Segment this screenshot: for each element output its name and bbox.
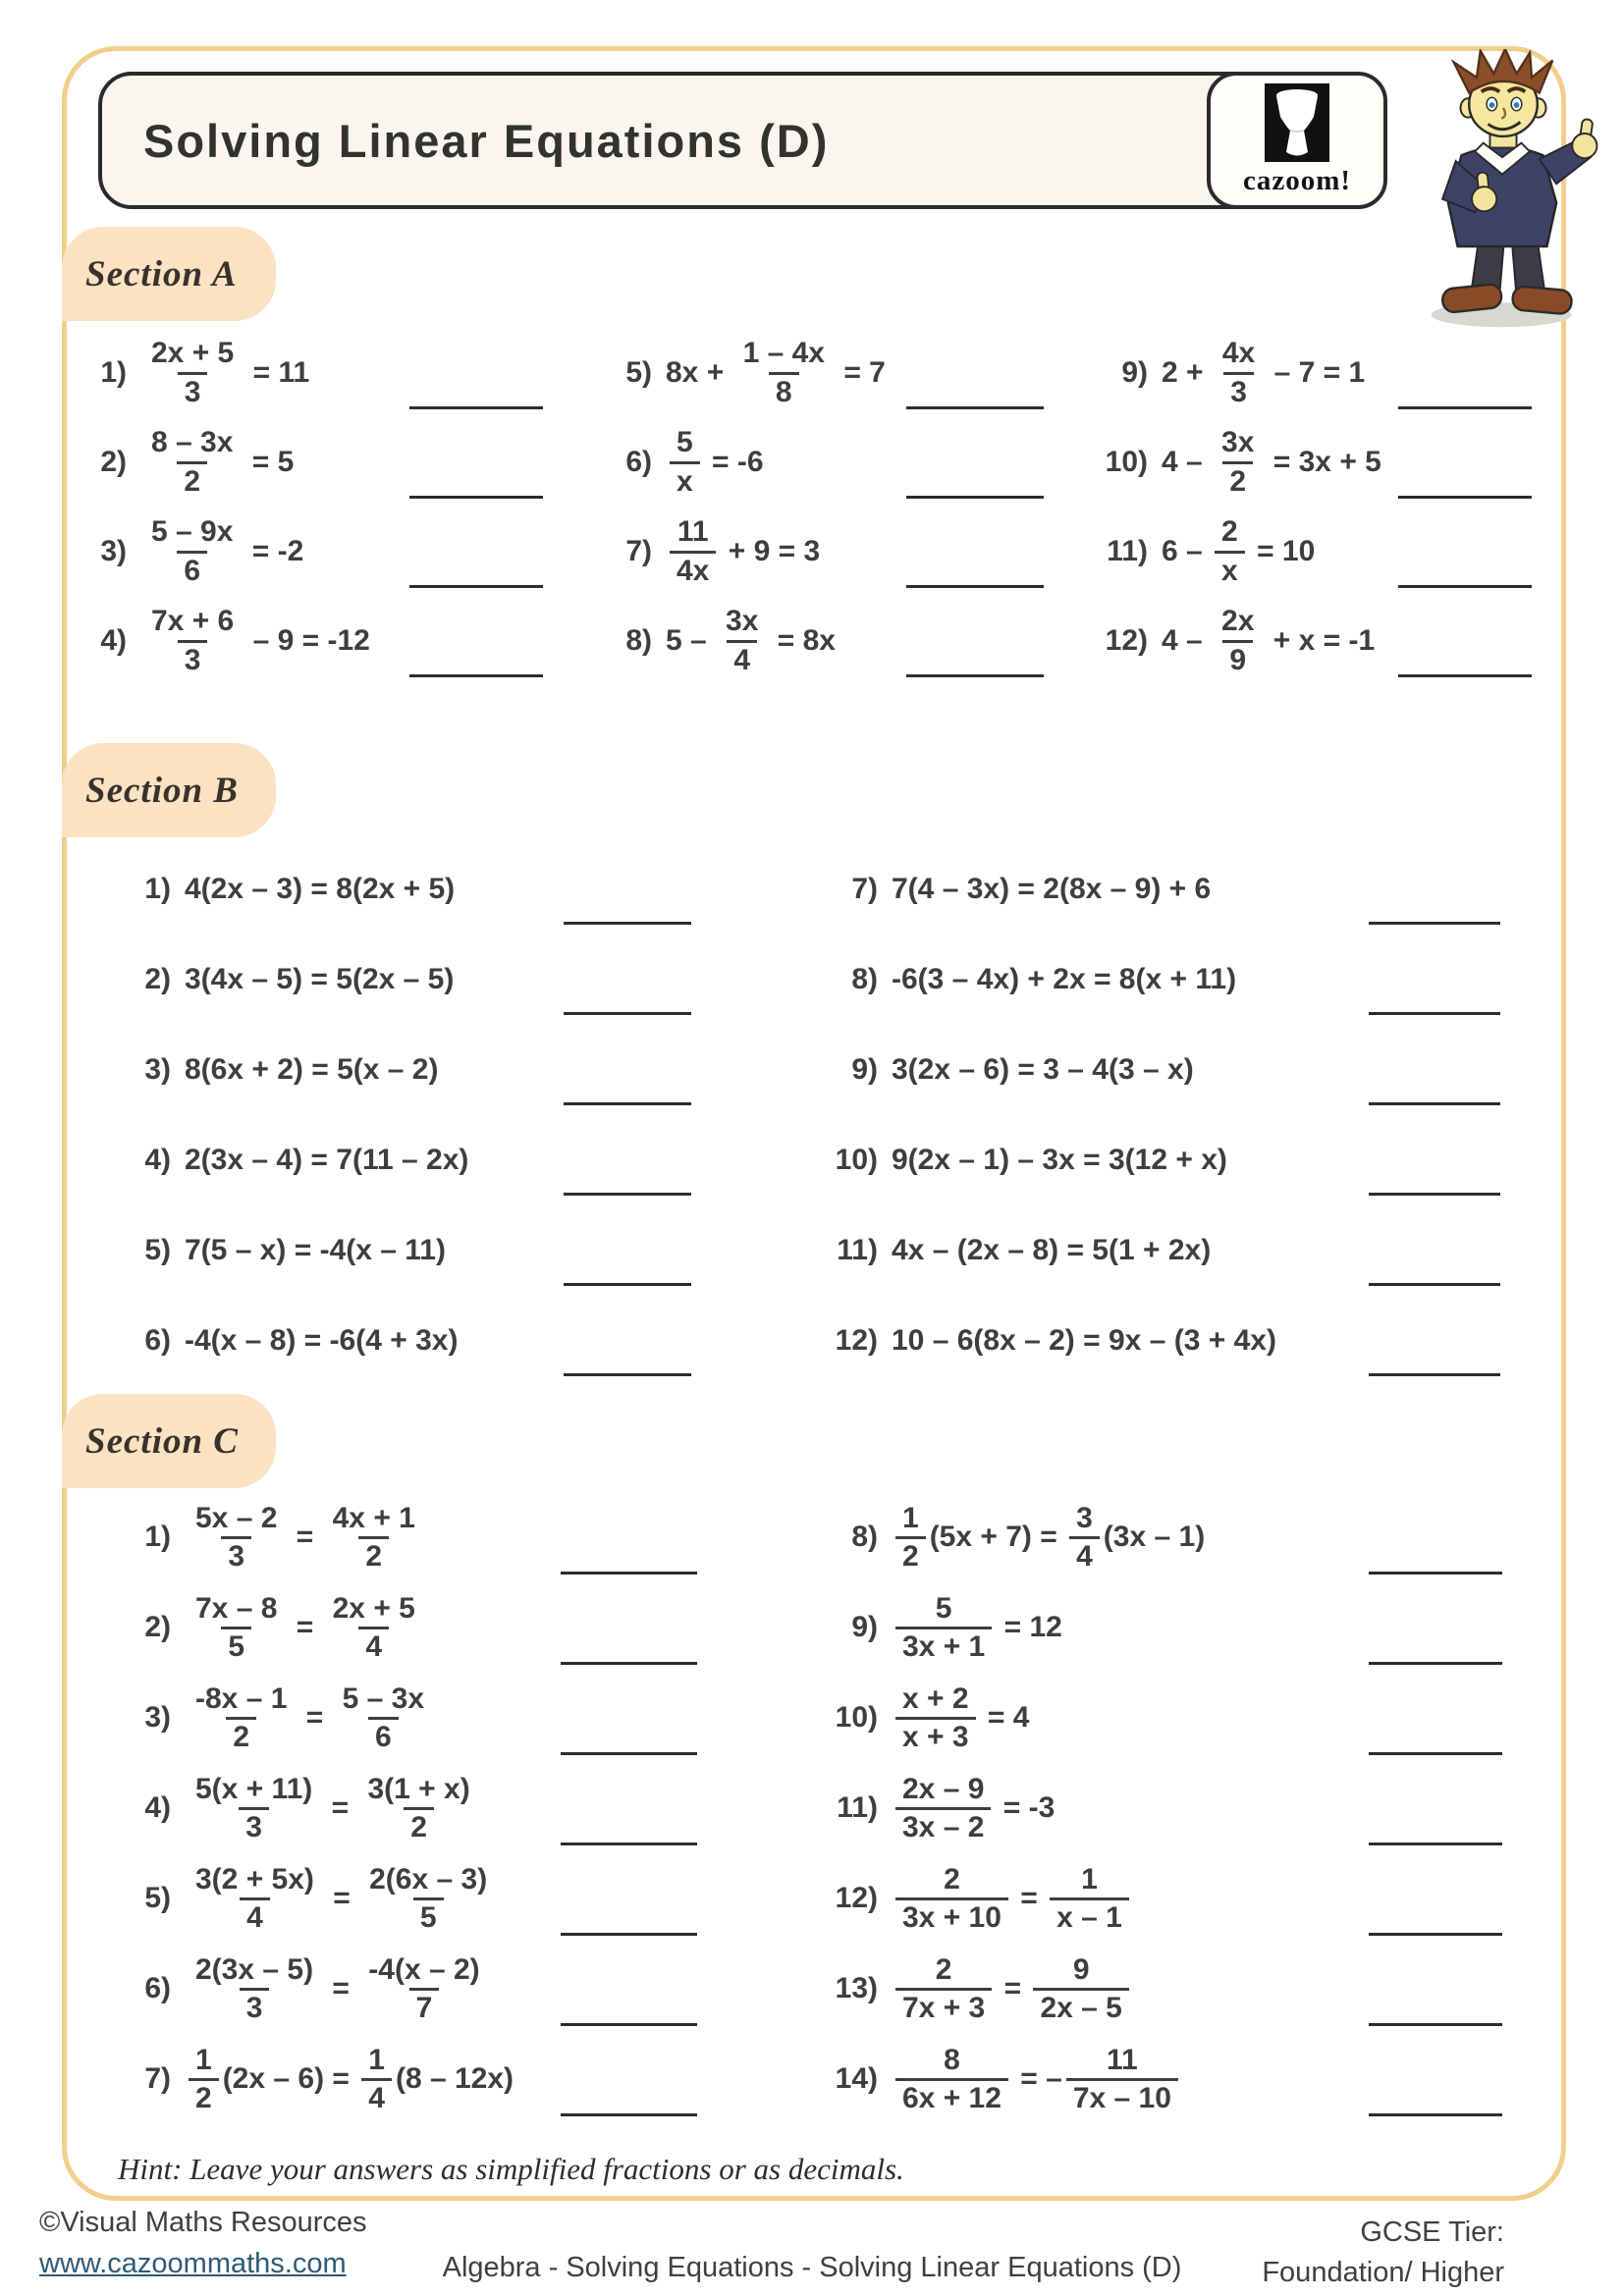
equation-expression: $\frac{2x - 9}{3x - 2}$ = -3 [892, 1774, 1055, 1843]
fraction: $\frac{2}{3x + 10}$ [895, 1864, 1008, 1934]
fraction: $\frac{3(2 + 5x)}{4}$ [195, 1862, 314, 1934]
answer-blank[interactable] [1369, 1012, 1500, 1015]
fraction: $\frac{3}{4}$ [1069, 1503, 1100, 1573]
answer-blank[interactable] [561, 1933, 697, 1936]
question-number: 7) [851, 873, 878, 905]
fraction: $\frac{1 - 4x}{8}$ [742, 337, 825, 408]
fraction: $\frac{2(6x - 3)}{5}$ [369, 1862, 488, 1934]
section-b-label: Section B [85, 770, 239, 811]
answer-blank[interactable] [409, 585, 543, 588]
fraction: $\frac{7x - 8}{5}$ [195, 1591, 278, 1663]
question-number: 7) [144, 2062, 171, 2095]
answer-blank[interactable] [1369, 1572, 1502, 1575]
question-row [1105, 507, 1543, 596]
fraction: $\frac{2x + 5}{3}$ [151, 337, 235, 408]
fraction: $\frac{-8x - 1}{2}$ [195, 1682, 288, 1753]
question-number: 12) [835, 1882, 878, 1914]
question-row [1105, 417, 1543, 507]
fraction: $\frac{3x}{2}$ [1221, 426, 1255, 498]
answer-blank[interactable] [1369, 1752, 1502, 1755]
equation-expression: $\frac{1}{2}$ (5x + 7) = $\frac{3}{4}$ (3x – 1) [892, 1503, 1205, 1573]
question-number: 5) [144, 1234, 171, 1266]
section-b-heading [62, 743, 276, 837]
question-number: 10) [835, 1144, 878, 1176]
fraction: $\frac{2x}{9}$ [1221, 605, 1255, 676]
question-number: 8) [851, 963, 878, 995]
answer-blank[interactable] [1369, 1102, 1500, 1105]
question-number: 2) [100, 445, 127, 478]
answer-blank[interactable] [564, 1102, 691, 1105]
question-number: 6) [144, 1972, 171, 2004]
equation-expression: $\frac{2}{3x + 10}$ = $\frac{1}{x - 1}$ [892, 1864, 1133, 1934]
equation-expression: 3(2x – 6) = 3 – 4(3 – x) [892, 1053, 1194, 1086]
equation-expression: 5 – $\frac{3x}{4}$ = 8x [666, 605, 836, 676]
equation-expression: $\frac{5}{x}$ = -6 [666, 427, 764, 497]
question-row [83, 507, 609, 596]
fraction: $\frac{1}{2}$ [189, 2045, 219, 2114]
question-number: 11) [1107, 534, 1148, 567]
equation-expression: $\frac{2x + 5}{3}$ = 11 [140, 338, 309, 407]
answer-blank[interactable] [1369, 1842, 1502, 1845]
fraction: $\frac{1}{x - 1}$ [1050, 1864, 1129, 1934]
answer-blank[interactable] [1369, 922, 1500, 925]
fraction: $\frac{11}{7x - 10}$ [1066, 2045, 1178, 2114]
equation-expression: $\frac{x + 2}{x + 3}$ = 4 [892, 1683, 1029, 1753]
answer-blank[interactable] [564, 1373, 691, 1376]
gcse-tier [1262, 2213, 1504, 2292]
fraction: $\frac{2}{x}$ [1215, 516, 1245, 586]
section-c-label: Section C [85, 1420, 239, 1462]
fraction: $\frac{8}{6x + 12}$ [895, 2045, 1008, 2114]
fraction: $\frac{4x + 1}{2}$ [332, 1501, 415, 1573]
question-number: 5) [625, 355, 652, 389]
equation-expression: 7(4 – 3x) = 2(8x – 9) + 6 [892, 873, 1212, 905]
answer-blank[interactable] [1369, 1283, 1500, 1286]
question-row [108, 1205, 800, 1296]
answer-blank[interactable] [906, 674, 1044, 677]
mascot-boy-illustration [1386, 49, 1620, 334]
question-number: 6) [625, 445, 652, 478]
equation-expression: $\frac{11}{4x}$ + 9 = 3 [666, 516, 820, 586]
question-number: 11) [837, 1791, 878, 1824]
question-number: 1) [144, 873, 171, 905]
equation-expression: 8x + $\frac{1 - 4x}{8}$ = 7 [666, 337, 886, 408]
question-number: 4) [144, 1144, 171, 1176]
question-row [108, 1673, 800, 1763]
fraction: $\frac{1}{4}$ [361, 2045, 392, 2114]
equation-expression: -6(3 – 4x) + 2x = 8(x + 11) [892, 963, 1237, 995]
answer-blank[interactable] [561, 1842, 697, 1845]
cazoom-logo-text: cazoom! [1242, 165, 1352, 196]
question-row [108, 1944, 800, 2034]
answer-blank[interactable] [906, 585, 1044, 588]
fraction: $\frac{5 - 9x}{6}$ [151, 515, 234, 587]
question-row [108, 1025, 800, 1115]
answer-blank[interactable] [564, 922, 691, 925]
answer-blank[interactable] [561, 1572, 697, 1575]
question-number: 1) [100, 355, 127, 389]
answer-blank[interactable] [409, 406, 543, 409]
question-row [800, 2034, 1539, 2124]
question-number: 11) [837, 1234, 878, 1266]
answer-blank[interactable] [561, 1662, 697, 1665]
answer-blank[interactable] [1369, 1662, 1502, 1665]
equation-expression: -4(x – 8) = -6(4 + 3x) [185, 1324, 459, 1357]
question-row [83, 328, 609, 417]
question-number: 1) [144, 1521, 171, 1553]
equation-expression: $\frac{2}{7x + 3}$ = $\frac{9}{2x - 5}$ [892, 1954, 1133, 2024]
answer-blank[interactable] [564, 1193, 691, 1196]
fraction: $\frac{3x}{4}$ [726, 605, 759, 676]
equation-expression: 3(4x – 5) = 5(2x – 5) [185, 963, 455, 995]
equation-expression: $\frac{1}{2}$ (2x – 6) = $\frac{1}{4}$ (8 – 12x) [185, 2045, 514, 2114]
cazoommaths-link[interactable]: www.cazoommaths.com [39, 2248, 347, 2279]
answer-blank[interactable] [1398, 674, 1532, 677]
equation-expression: 4 – $\frac{3x}{2}$ = 3x + 5 [1162, 426, 1381, 498]
question-row [800, 1492, 1539, 1582]
djembe-drum-icon [1265, 83, 1329, 162]
worksheet-breadcrumb: Algebra - Solving Equations - Solving Linear Equations (D) [442, 2252, 1182, 2283]
answer-blank[interactable] [906, 496, 1044, 499]
section-c-heading [62, 1394, 276, 1488]
question-number: 3) [144, 1701, 171, 1734]
question-row [800, 1296, 1539, 1386]
hint-text: Hint: Leave your answers as simplified fractions or as decimals. [118, 2152, 904, 2186]
fraction: $\frac{5x - 2}{3}$ [195, 1501, 278, 1573]
section-a-items [83, 328, 1543, 685]
question-number: 10) [835, 1701, 878, 1734]
equation-expression: 8(6x + 2) = 5(x – 2) [185, 1053, 439, 1086]
answer-blank[interactable] [1369, 2113, 1502, 2116]
fraction: $\frac{9}{2x - 5}$ [1033, 1954, 1128, 2024]
equation-expression: 10 – 6(8x – 2) = 9x – (3 + 4x) [892, 1324, 1276, 1357]
fraction: $\frac{5}{3x + 1}$ [895, 1593, 992, 1663]
equation-expression: 4(2x – 3) = 8(2x + 5) [185, 873, 456, 905]
equation-expression: $\frac{5(x + 11)}{3}$ = $\frac{3(1 + x)}{2}$ [185, 1774, 481, 1843]
answer-blank[interactable] [409, 496, 543, 499]
equation-expression: $\frac{2(3x - 5)}{3}$ = $\frac{-4(x - 2)}{7}$ [185, 1954, 491, 2024]
equation-expression: 9(2x – 1) – 3x = 3(12 + x) [892, 1144, 1227, 1176]
gcse-tier-label: GCSE Tier: [1360, 2216, 1504, 2248]
question-row [609, 507, 1105, 596]
answer-blank[interactable] [564, 1283, 691, 1286]
fraction: $\frac{11}{4x}$ [670, 516, 716, 586]
equation-expression: $\frac{5}{3x + 1}$ = 12 [892, 1593, 1062, 1663]
equation-expression: $\frac{-8x - 1}{2}$ = $\frac{5 - 3x}{6}$ [185, 1683, 435, 1753]
question-row [108, 844, 800, 934]
equation-expression: $\frac{5x - 2}{3}$ = $\frac{4x + 1}{2}$ [185, 1503, 426, 1573]
question-number: 8) [851, 1521, 878, 1553]
fraction: $\frac{-4(x - 2)}{7}$ [368, 1952, 480, 2024]
question-row [609, 596, 1105, 685]
question-row [1105, 596, 1543, 685]
fraction: $\frac{3(1 + x)}{2}$ [367, 1772, 470, 1843]
question-row [108, 934, 800, 1025]
question-number: 14) [835, 2062, 878, 2095]
answer-blank[interactable] [1369, 2023, 1502, 2026]
section-a-heading [62, 227, 276, 321]
fraction: $\frac{4x}{3}$ [1221, 337, 1256, 408]
question-row [108, 1296, 800, 1386]
fraction: $\frac{1}{2}$ [895, 1503, 926, 1573]
fraction: $\frac{7x + 6}{3}$ [151, 605, 235, 676]
question-number: 2) [144, 1611, 171, 1643]
answer-blank[interactable] [1398, 406, 1532, 409]
question-row [800, 934, 1539, 1025]
question-row [83, 596, 609, 685]
answer-blank[interactable] [906, 406, 1044, 409]
question-row [609, 417, 1105, 507]
equation-expression: 7(5 – x) = -4(x – 11) [185, 1234, 446, 1266]
question-row [800, 1673, 1539, 1763]
question-row [108, 1492, 800, 1582]
question-number: 2) [144, 963, 171, 995]
answer-blank[interactable] [1369, 1933, 1502, 1936]
question-row [800, 1025, 1539, 1115]
answer-blank[interactable] [564, 1012, 691, 1015]
question-number: 9) [851, 1611, 878, 1643]
question-number: 10) [1105, 445, 1148, 478]
equation-expression: 2 + $\frac{4x}{3}$ – 7 = 1 [1162, 337, 1366, 408]
page-title: Solving Linear Equations (D) [143, 114, 830, 167]
equation-expression: $\frac{7x - 8}{5}$ = $\frac{2x + 5}{4}$ [185, 1593, 426, 1663]
equation-expression: $\frac{3(2 + 5x)}{4}$ = $\frac{2(6x - 3)}{5}$ [185, 1864, 498, 1934]
question-row [800, 1763, 1539, 1853]
answer-blank[interactable] [409, 674, 543, 677]
question-number: 9) [851, 1053, 878, 1086]
fraction: $\frac{2x + 5}{4}$ [332, 1591, 415, 1663]
question-row [800, 1205, 1539, 1296]
question-number: 3) [144, 1053, 171, 1086]
gcse-tier-value: Foundation/ Higher [1262, 2256, 1504, 2288]
copyright-text: ©Visual Maths Resources [39, 2207, 367, 2238]
equation-expression: $\frac{8 - 3x}{2}$ = 5 [140, 427, 294, 497]
section-b-items [108, 844, 1539, 1386]
question-number: 6) [144, 1324, 171, 1357]
fraction: $\frac{5}{x}$ [670, 427, 700, 497]
equation-expression: $\frac{8}{6x + 12}$ = – $\frac{11}{7x - 10}$ [892, 2045, 1182, 2114]
answer-blank[interactable] [1398, 585, 1532, 588]
question-row [800, 1582, 1539, 1673]
question-row [108, 1853, 800, 1944]
question-number: 3) [100, 534, 127, 567]
equation-expression: 2(3x – 4) = 7(11 – 2x) [185, 1144, 469, 1176]
equation-expression: $\frac{7x + 6}{3}$ – 9 = -12 [140, 606, 370, 675]
question-row [800, 844, 1539, 934]
fraction: $\frac{2}{7x + 3}$ [895, 1954, 992, 2024]
question-number: 7) [625, 534, 652, 567]
question-row [609, 328, 1105, 417]
fraction: $\frac{2(3x - 5)}{3}$ [195, 1952, 314, 2024]
answer-blank[interactable] [1369, 1373, 1500, 1376]
answer-blank[interactable] [1398, 496, 1532, 499]
question-number: 4) [144, 1791, 171, 1824]
section-a-label: Section A [85, 253, 238, 294]
section-c-items [108, 1492, 1539, 2124]
fraction: $\frac{5 - 3x}{6}$ [342, 1682, 425, 1753]
question-number: 9) [1121, 355, 1148, 389]
fraction: $\frac{5(x + 11)}{3}$ [195, 1772, 313, 1843]
equation-expression: 4 – $\frac{2x}{9}$ + x = -1 [1162, 605, 1376, 676]
fraction: $\frac{x + 2}{x + 3}$ [895, 1683, 976, 1753]
answer-blank[interactable] [561, 2023, 697, 2026]
cazoom-logo [1207, 72, 1387, 209]
question-row [83, 417, 609, 507]
question-number: 8) [625, 623, 652, 657]
fraction: $\frac{2x - 9}{3x - 2}$ [895, 1774, 991, 1843]
question-row [800, 1853, 1539, 1944]
question-row [108, 1763, 800, 1853]
question-number: 5) [144, 1882, 171, 1914]
question-row [108, 1115, 800, 1205]
question-row [800, 1944, 1539, 2034]
question-number: 13) [835, 1972, 878, 2004]
question-row [1105, 328, 1543, 417]
question-number: 12) [835, 1324, 878, 1357]
question-row [800, 1115, 1539, 1205]
answer-blank[interactable] [561, 1752, 697, 1755]
answer-blank[interactable] [1369, 1193, 1500, 1196]
question-row [108, 1582, 800, 1673]
fraction: $\frac{8 - 3x}{2}$ [151, 426, 234, 498]
equation-expression: 6 – $\frac{2}{x}$ = 10 [1162, 515, 1316, 587]
answer-blank[interactable] [561, 2113, 697, 2116]
question-number: 12) [1105, 623, 1148, 657]
equation-expression: 4x – (2x – 8) = 5(1 + 2x) [892, 1234, 1212, 1266]
question-row [108, 2034, 800, 2124]
equation-expression: $\frac{5 - 9x}{6}$ = -2 [140, 516, 303, 586]
title-bar [98, 72, 1387, 209]
question-number: 4) [100, 623, 127, 657]
